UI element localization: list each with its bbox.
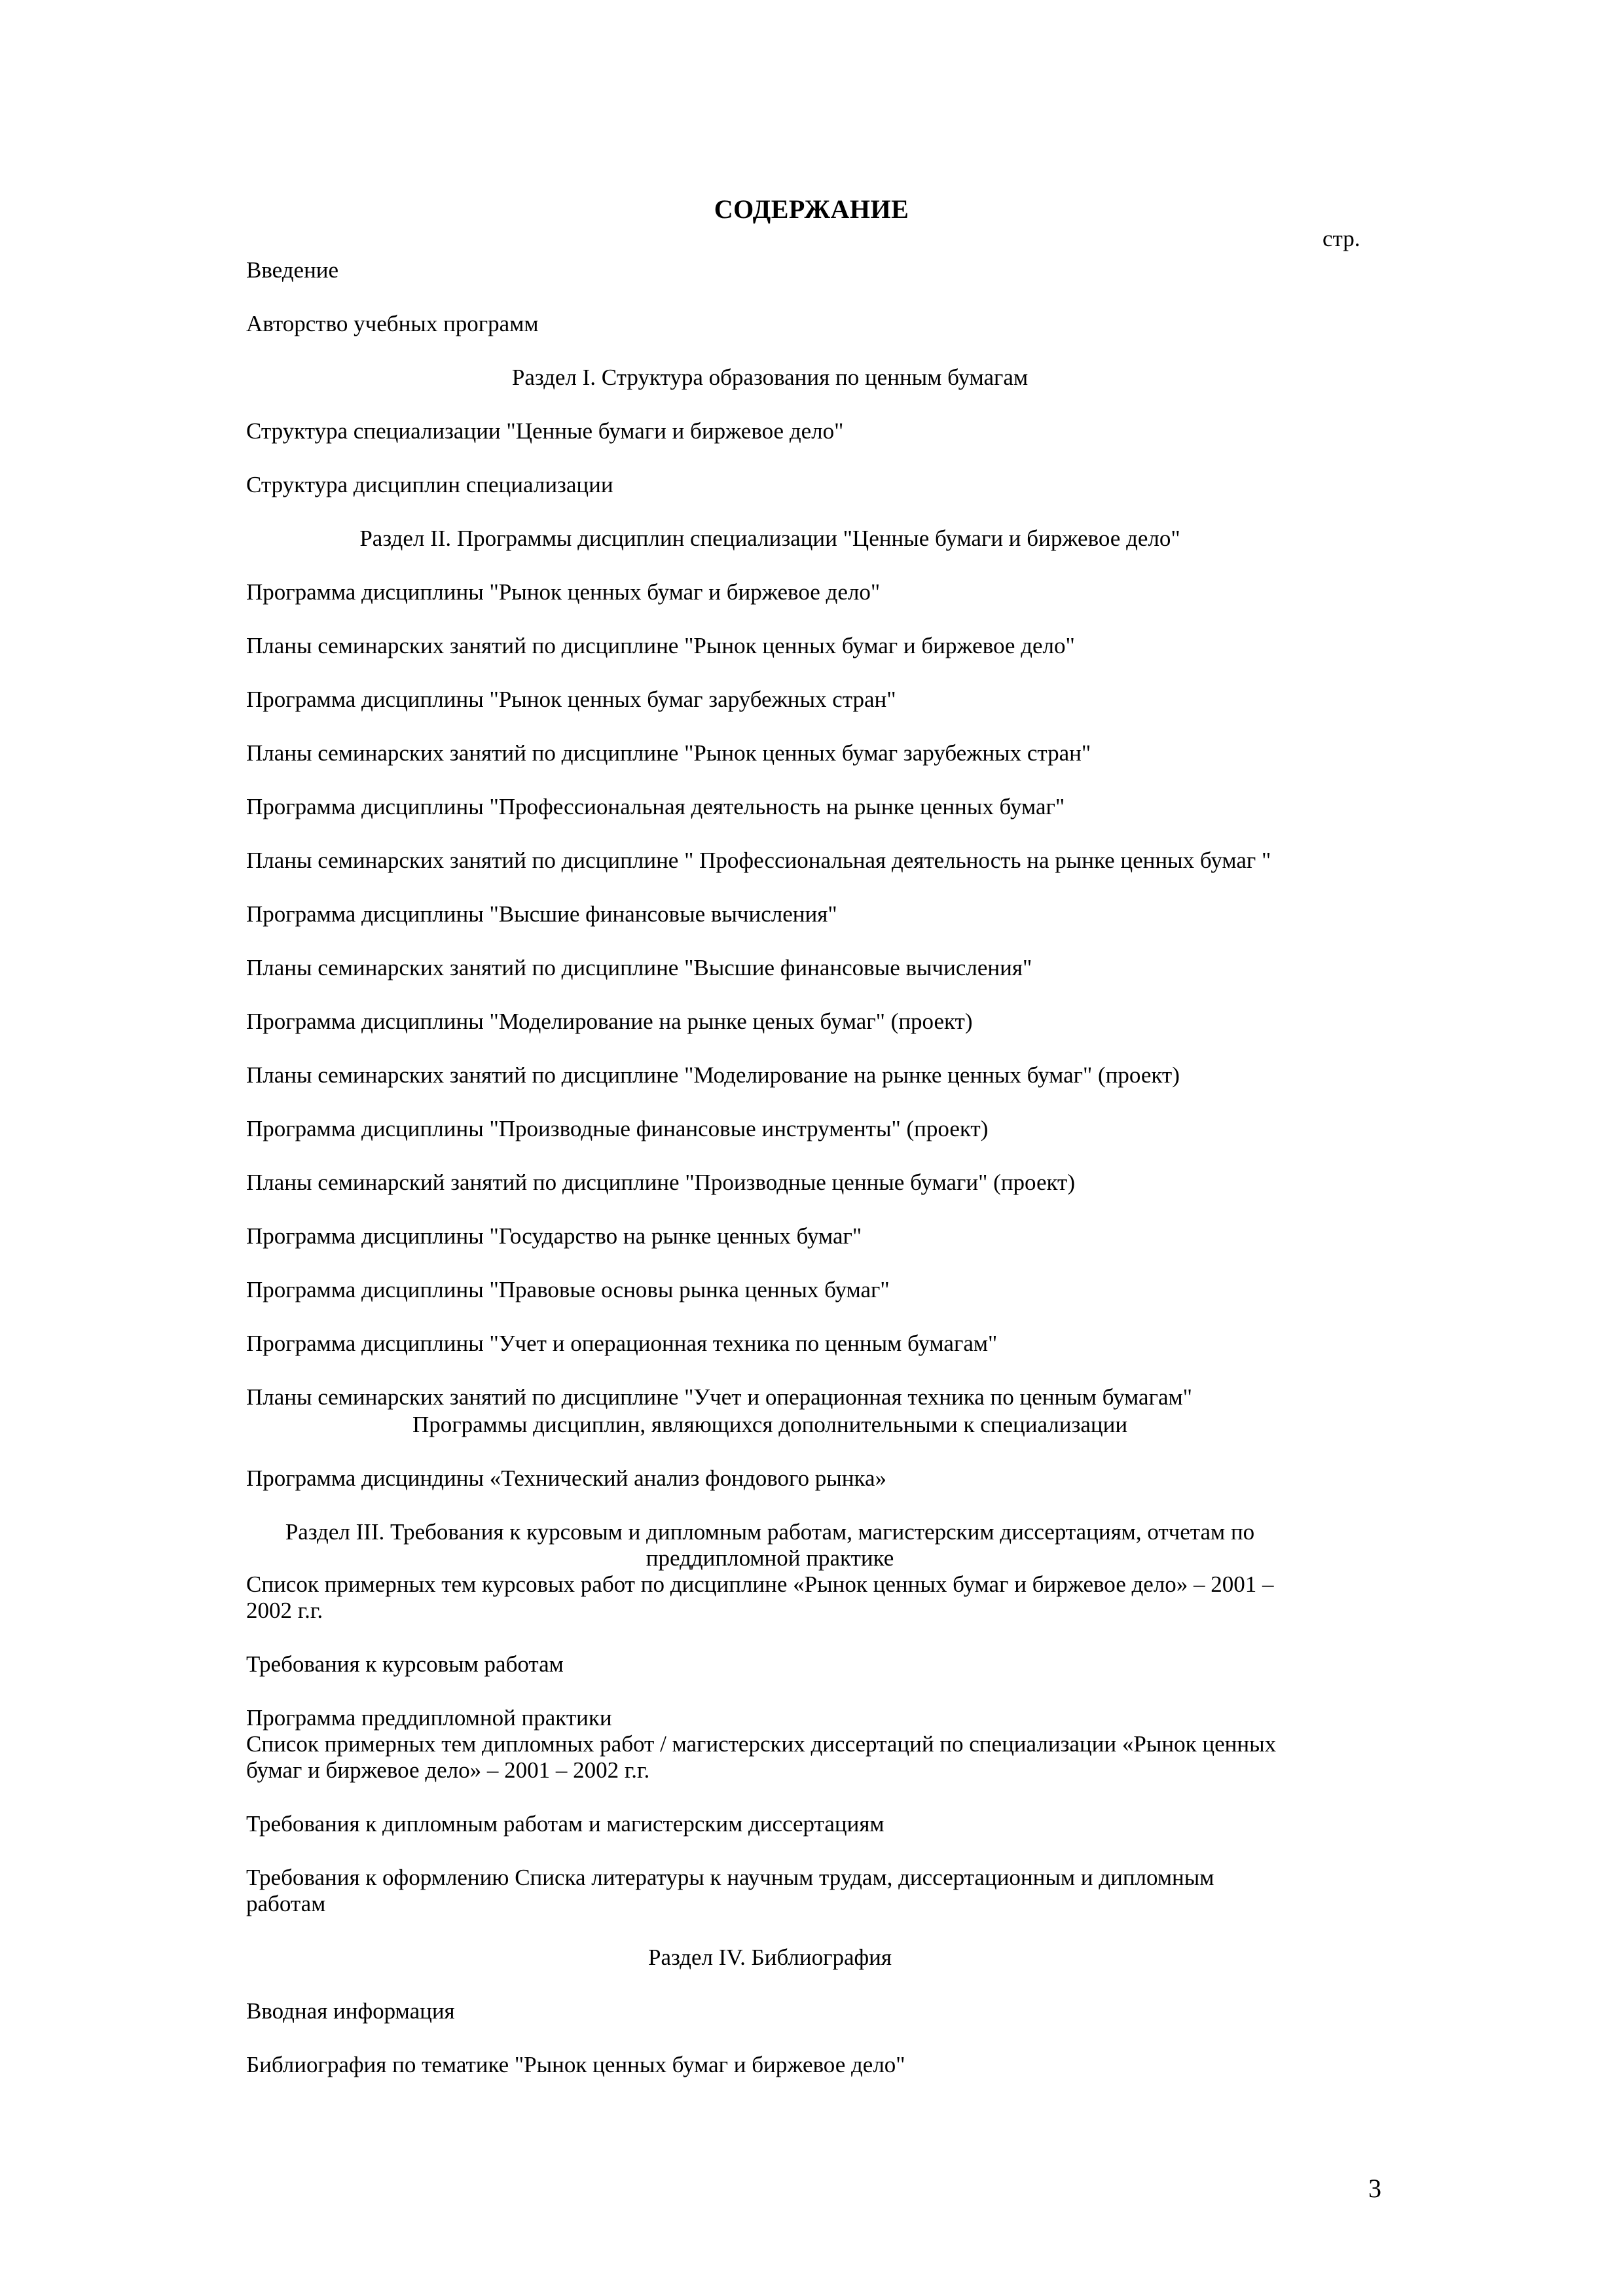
toc-entry: Программа преддипломной практики (246, 1705, 612, 1731)
toc-entry-cont: работам (246, 1891, 326, 1916)
toc-entry: Требования к дипломным работам и магистерским диссертациям (246, 1811, 884, 1837)
toc-entry: Библиография по тематике "Рынок ценных бумаг и биржевое дело" (246, 2052, 905, 2077)
toc-entry: Требования к оформлению Списка литературы к научным трудам, диссертационным и дипломным (246, 1865, 1214, 1890)
toc-entry: Программа дисциплины "Производные финансовые инструменты" (проект) (246, 1116, 989, 1141)
toc-entry: Программа дисциплины "Учет и операционная техника по ценным бумагам" (246, 1331, 998, 1356)
page-number: 3 (1368, 2174, 1381, 2203)
toc-entry: Требования к курсовым работам (246, 1651, 564, 1677)
toc-entry: Программа дисциплины "Профессиональная деятельность на рынке ценных бумаг" (246, 794, 1065, 819)
toc-entry: Вводная информация (246, 1998, 455, 2024)
toc-entry: Программа дисциплины "Высшие финансовые вычисления" (246, 901, 837, 927)
toc-entry: Программа дисциндины «Технический анализ фондового рынка» (246, 1465, 887, 1491)
toc-entry: Планы семинарских занятий по дисциплине "Высшие финансовые вычисления" (246, 955, 1032, 980)
toc-section-heading-cont: преддипломной практике (646, 1545, 894, 1571)
page-title: СОДЕРЖАНИЕ (714, 194, 909, 224)
toc-entry: Структура специализации "Ценные бумаги и биржевое дело" (246, 418, 844, 444)
toc-entry: Введение (246, 257, 339, 283)
toc-section-heading: Раздел I. Структура образования по ценным бумагам (511, 365, 1029, 390)
toc-entry: Планы семинарских занятий по дисциплине "Учет и операционная техника по ценным бумагам" (246, 1384, 1192, 1410)
toc-entry: Список примерных тем дипломных работ / магистерских диссертаций по специализации «Рынок ценных (246, 1731, 1277, 1757)
page-column-label: стр. (1322, 226, 1360, 251)
toc-section-heading: Раздел III. Требования к курсовым и дипломным работам, магистерским диссертациям, отчетам по (285, 1519, 1255, 1545)
toc-entry: Программа дисциплины "Рынок ценных бумаг зарубежных стран" (246, 687, 896, 712)
toc-entry-cont: бумаг и биржевое дело» – 2001 – 2002 г.г. (246, 1757, 650, 1783)
toc-entry: Программа дисциплины "Государство на рынке ценных бумаг" (246, 1223, 862, 1249)
toc-entry: Программа дисциплины "Правовые основы рынка ценных бумаг" (246, 1277, 890, 1302)
toc-entry: Программа дисциплины "Рынок ценных бумаг и биржевое дело" (246, 579, 881, 605)
toc-entry: Авторство учебных программ (246, 311, 539, 336)
toc-entry: Программа дисциплины "Моделирование на рынке ценых бумаг" (проект) (246, 1009, 973, 1034)
toc-entry-cont: 2002 г.г. (246, 1598, 323, 1623)
toc-entry: Планы семинарских занятий по дисциплине " Профессиональная деятельность на рынке ценных бумаг " (246, 848, 1271, 873)
toc-entry: Планы семинарских занятий по дисциплине "Рынок ценных бумаг зарубежных стран" (246, 740, 1091, 766)
toc-section-heading: Раздел II. Программы дисциплин специализации "Ценные бумаги и биржевое дело" (359, 526, 1180, 551)
toc-entry: Список примерных тем курсовых работ по дисциплине «Рынок ценных бумаг и биржевое дело» – 2001 – (246, 1571, 1274, 1597)
toc-section-heading: Программы дисциплин, являющихся дополнительными к специализации (412, 1412, 1128, 1437)
toc-entry: Структура дисциплин специализации (246, 472, 613, 497)
toc-entry: Планы семинарских занятий по дисциплине "Рынок ценных бумаг и биржевое дело" (246, 633, 1075, 658)
toc-entry: Планы семинарских занятий по дисциплине "Моделирование на рынке ценных бумаг" (проект) (246, 1062, 1180, 1088)
toc-section-heading: Раздел IV. Библиография (647, 1945, 892, 1970)
toc-entry: Планы семинарский занятий по дисциплине "Производные ценные бумаги" (проект) (246, 1170, 1075, 1195)
